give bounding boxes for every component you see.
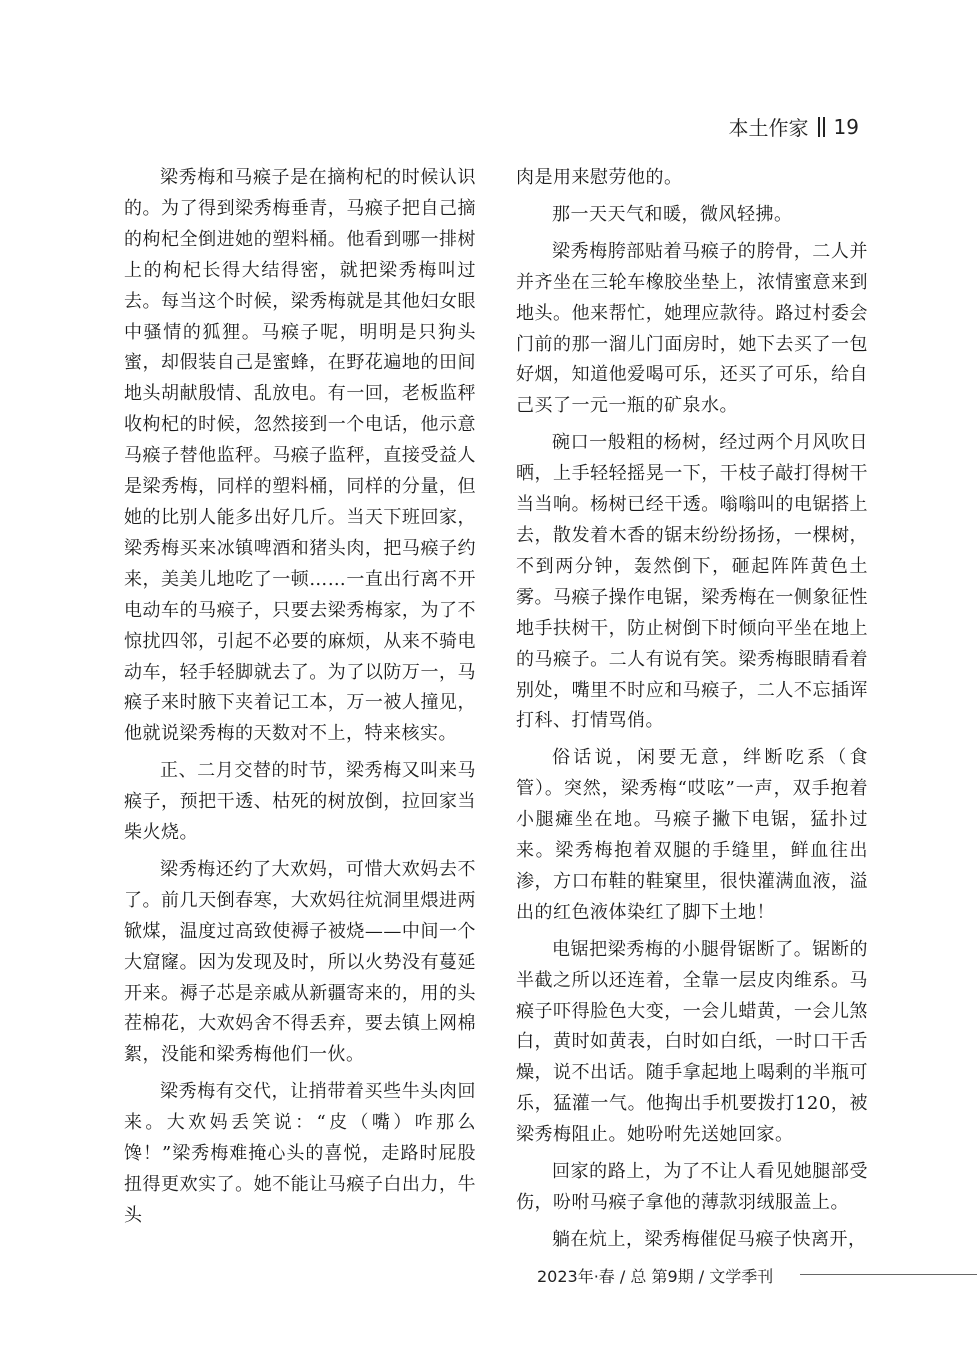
paragraph: 梁秀梅还约了大欢妈，可惜大欢妈去不了。前几天倒春寒，大欢妈往炕洞里煨进两锨煤，温度过高致使褥子被烧——中间一个大窟窿。因为发现及时，所以火势没有蔓延开来。褥子芯是亲戚从新疆寄来的，用的头茬棉花，大欢妈舍不得丢弃，要去镇上网棉絮，没能和梁秀梅他们一伙。 [124, 858, 476, 1066]
paragraph: 梁秀梅有交代，让捎带着买些牛头肉回来。大欢妈丢笑说：“皮（嘴）咋那么馋！”梁秀梅难掩心头的喜悦，走路时屁股扭得更欢实了。她不能让马瘊子白出力，牛头 [124, 1081, 476, 1226]
paragraph: 碗口一般粗的杨树，经过两个月风吹日晒，上手轻轻摇晃一下，干枝子敲打得树干当当响。杨树已经干透。嗡嗡叫的电锯搭上去，散发着木香的锯末纷纷扬扬，一棵树，不到两分钟，轰然倒下，砸起阵阵黄色土雾。马瘊子操作电锯，梁秀梅在一侧象征性地手扶树干，防止树倒下时倾向平坐在地上的马瘊子。二人有说有笑。梁秀梅眼睛看着别处，嘴里不时应和马瘊子，二人不忘插诨打科、打情骂俏。 [516, 432, 868, 732]
paragraph: 正、二月交替的时节，梁秀梅又叫来马瘊子，预把干透、枯死的树放倒，拉回家当柴火烧。 [124, 760, 476, 844]
paragraph: 躺在炕上，梁秀梅催促马瘊子快离开， [552, 1228, 867, 1250]
paragraph: 梁秀梅胯部贴着马瘊子的胯骨，二人并并齐坐在三轮车橡胶坐垫上，浓情蜜意来到地头。他来帮忙，她理应款待。路过村委会门前的那一溜儿门面房时，她下去买了一包好烟，知道他爱喝可乐，还买了可乐，给自己买了一元一瓶的矿泉水。 [516, 240, 868, 417]
header-separator [818, 117, 825, 137]
right-column [516, 163, 868, 1256]
paragraph: 梁秀梅和马瘊子是在摘枸杞的时候认识的。为了得到梁秀梅垂青，马瘊子把自己摘的枸杞全倒进她的塑料桶。他看到哪一排树上的枸杞长得大结得密，就把梁秀梅叫过去。每当这个时候，梁秀梅就是其他妇女眼中骚情的狐狸。马瘊子呢，明明是只狗头蜜，却假装自己是蜜蜂，在野花遍地的田间地头胡献殷情、乱放电。有一回，老板监秤收枸杞的时候，忽然接到一个电话，他示意马瘊子替他监秤。马瘊子监秤，直接受益人是梁秀梅，同样的塑料桶，同样的分量，但她的比别人能多出好几斤。当天下班回家，梁秀梅买来冰镇啤酒和猪头肉，把马瘊子约来，美美儿地吃了一顿……一直出行离不开电动车的马瘊子，只要去梁秀梅家，为了不惊扰四邻，引起不必要的麻烦，从来不骑电动车，轻手轻脚就去了。为了以防万一，马瘊子来时腋下夹着记工本，万一被人撞见，他就说梁秀梅的天数对不上，特来核实。 [124, 167, 476, 745]
paragraph: 那一天天气和暖，微风轻拂。 [552, 203, 793, 225]
paragraph: 回家的路上，为了不让人看见她腿部受伤，吩咐马瘊子拿他的薄款羽绒服盖上。 [516, 1161, 868, 1213]
paragraph: 电锯把梁秀梅的小腿骨锯断了。锯断的半截之所以还连着，全靠一层皮肉维系。马瘊子吓得脸色大变，一会儿蜡黄，一会儿煞白，黄时如黄表，白时如白纸，一时口干舌燥，说不出话。随手拿起地上喝剩的半瓶可乐，猛灌一气。他掏出手机要拨打120，被梁秀梅阻止。她吩咐先送她回家。 [516, 938, 868, 1146]
footer-rule [800, 1274, 977, 1275]
paragraph: 俗话说，闲要无意，绊断吃系（食管）。突然，梁秀梅“哎呟”一声，双手抱着小腿瘫坐在地。马瘊子撇下电锯，猛扑过来。梁秀梅抱着双腿的手缝里，鲜血往出渗，方口布鞋的鞋窠里，很快灌满血液，溢出的红色液体染红了脚下土地！ [516, 747, 868, 923]
section-title: 本土作家 [728, 116, 809, 140]
running-header [729, 112, 859, 141]
left-column [124, 163, 476, 1232]
journal-footer: 2023年·春 / 总 第9期 / 文学季刊 [537, 1267, 774, 1286]
page-number: 19 [833, 114, 859, 139]
paragraph-continued: 肉是用来慰劳他的。 [516, 167, 683, 188]
